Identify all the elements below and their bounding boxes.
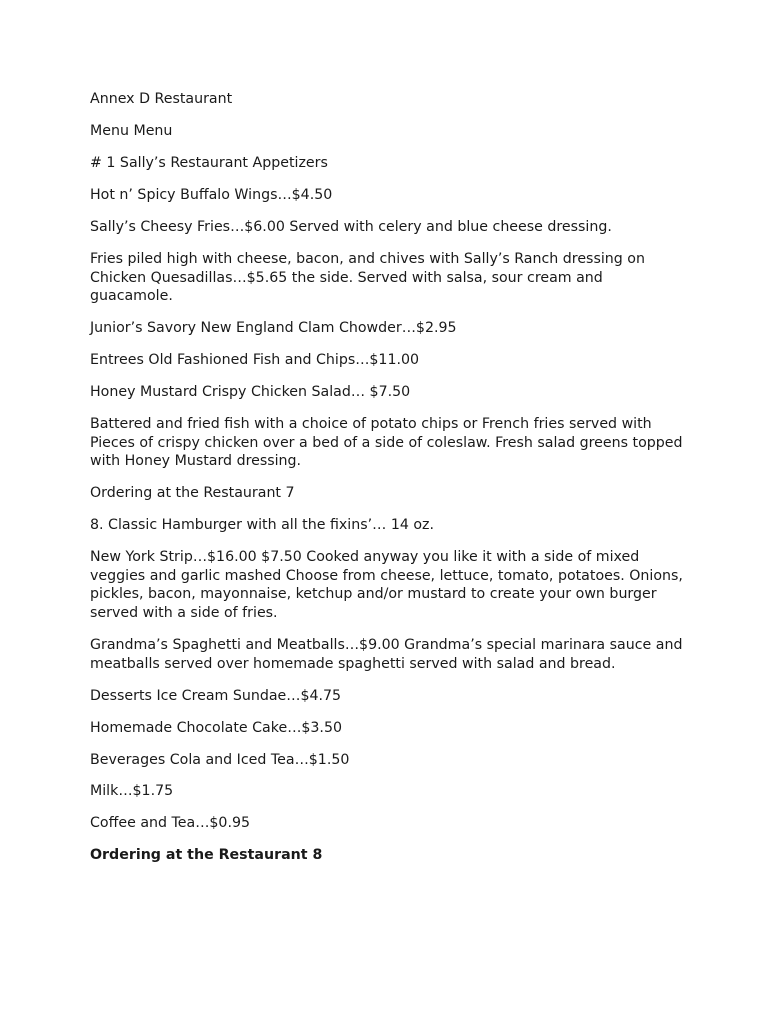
menu-item: 8. Classic Hamburger with all the fixins’… 14 oz. — [90, 517, 435, 534]
beverages-item: Beverages Cola and Iced Tea…$1.50 — [90, 751, 350, 768]
menu-description: Battered and fried fish with a choice of potato chips or French fries served with Pieces of crispy chicken over a bed of a side of coleslaw. Fresh salad greens topped with Honey Mustard dressing. — [90, 416, 683, 470]
menu-item: Honey Mustard Crispy Chicken Salad… $7.50 — [90, 384, 411, 401]
document-page — [90, 90, 690, 878]
menu-item: Coffee and Tea…$0.95 — [90, 815, 251, 832]
section-footer: Ordering at the Restaurant 7 — [90, 485, 295, 502]
menu-item: Hot n’ Spicy Buffalo Wings…$4.50 — [90, 186, 333, 203]
menu-description: Grandma’s Spaghetti and Meatballs…$9.00 Grandma’s special marinara sauce and meatballs served over homemade spaghetti served with salad and bread. — [90, 636, 683, 672]
menu-item: Sally’s Cheesy Fries…$6.00 Served with celery and blue cheese dressing. — [90, 218, 612, 235]
menu-item: Junior’s Savory New England Clam Chowder…$2.95 — [90, 320, 457, 337]
desserts-item: Desserts Ice Cream Sundae…$4.75 — [90, 687, 342, 704]
entrees-item: Entrees Old Fashioned Fish and Chips…$11.00 — [90, 352, 420, 369]
section-footer-bold: Ordering at the Restaurant 8 — [90, 847, 323, 864]
menu-item: Homemade Chocolate Cake…$3.50 — [90, 719, 342, 736]
menu-heading: Menu Menu — [90, 122, 173, 139]
menu-description: New York Strip…$16.00 $7.50 Cooked anyway you like it with a side of mixed veggies and garlic mashed Choose from cheese, lettuce, tomato, potatoes. Onions, pickles, bacon, mayonnaise, ketchup and/or mustard to create your own burger served with a side of fries. — [90, 549, 683, 621]
menu-item: Milk…$1.75 — [90, 783, 174, 800]
restaurant-name: Annex D Restaurant — [90, 91, 233, 107]
appetizers-heading: # 1 Sally’s Restaurant Appetizers — [90, 154, 328, 171]
menu-description: Fries piled high with cheese, bacon, and chives with Sally’s Ranch dressing on Chicken Quesadillas…$5.65 the side. Served with salsa, sour cream and guacamole. — [90, 250, 645, 305]
